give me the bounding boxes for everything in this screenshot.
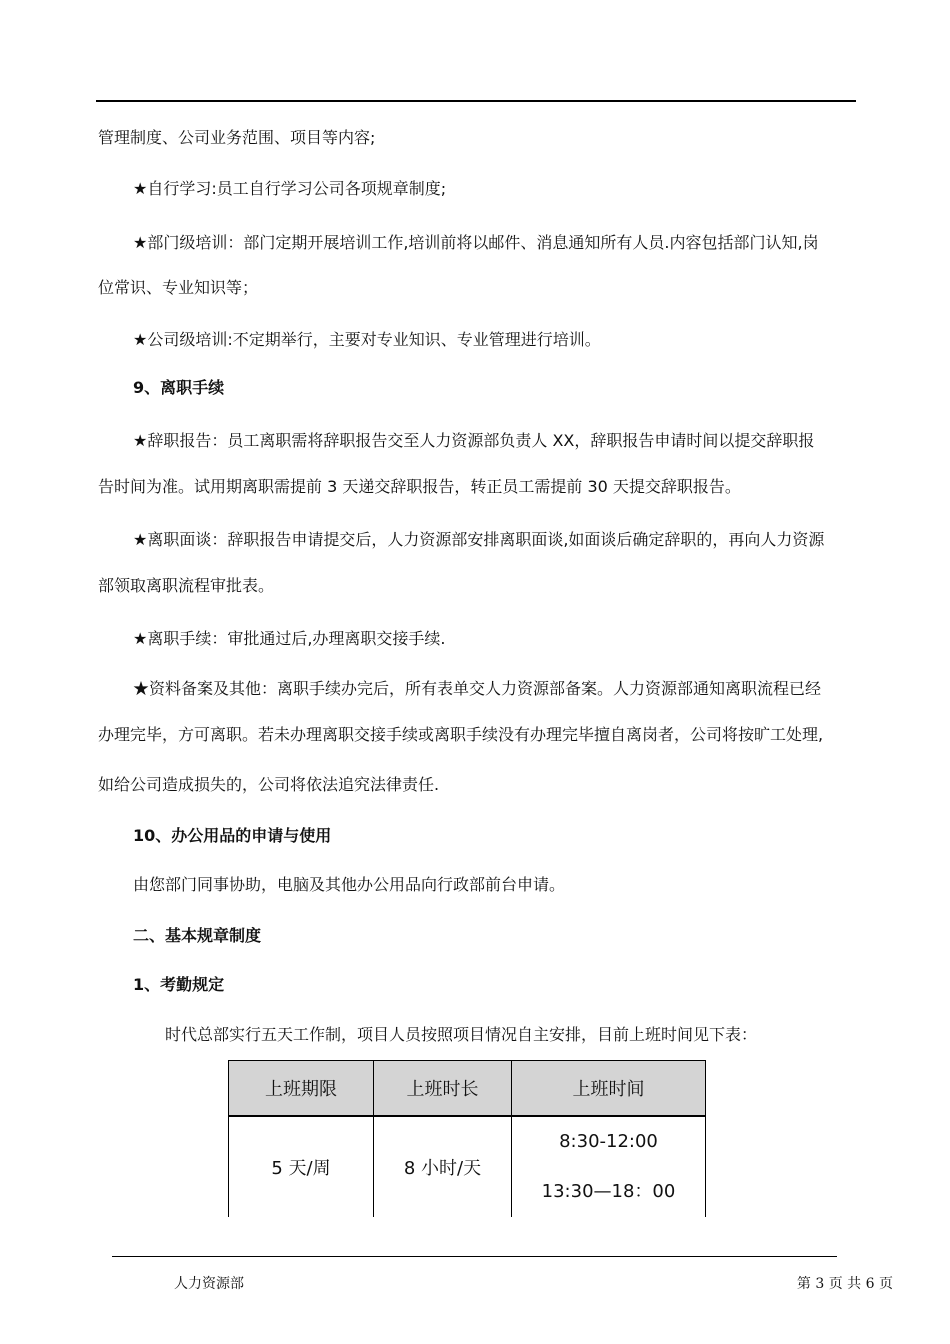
text-line: ★部门级培训：部门定期开展培训工作,培训前将以邮件、消息通知所有人员.内容包括部门认知,岗 [133, 233, 819, 252]
text-line: ★离职手续：审批通过后,办理离职交接手续. [133, 629, 446, 648]
time-cell [512, 1116, 706, 1217]
header-rule [96, 100, 856, 102]
footer-department: 人力资源部 [174, 1276, 244, 1292]
text-line: 由您部门同事协助，电脑及其他办公用品向行政部前台申请。 [133, 875, 566, 894]
text-line: ★离职面谈：辞职报告申请提交后，人力资源部安排离职面谈,如面谈后确定辞职的，再向人力资源 [133, 530, 825, 549]
text-line [133, 678, 854, 700]
text-line: 办理完毕，方可离职。若未办理离职交接手续或离职手续没有办理完毕擅自离岗者，公司将按旷工处理, [98, 725, 824, 744]
text-line [133, 430, 854, 452]
section-heading: 1、考勤规定 [133, 975, 225, 994]
text-line: 管理制度、公司业务范围、项目等内容; [98, 128, 376, 147]
table-row [229, 1116, 706, 1217]
table-header-row [229, 1061, 706, 1117]
footer-rule [112, 1256, 837, 1257]
resign-serif: 报告 [179, 431, 212, 450]
text-line: 位常识、专业知识等； [98, 278, 259, 297]
resign-rest: ：员工离职需将辞职报告交至人力资源部负责人 XX，辞职报告申请时间以提交辞职报 [211, 431, 815, 450]
section-heading: 9、离职手续 [133, 378, 225, 397]
duration-cell: 8 小时/天 [374, 1116, 512, 1217]
section-heading: 二、基本规章制度 [133, 926, 262, 945]
text-line: 时代总部实行五天工作制，项目人员按照项目情况自主安排，目前上班时间见下表： [165, 1025, 758, 1044]
text-line: ★公司级培训:不定期举行，主要对专业知识、专业管理进行培训。 [133, 330, 601, 349]
time-afternoon: 13:30—18：00 [541, 1181, 676, 1202]
period-cell: 5 天/周 [229, 1116, 374, 1217]
text-line: 部领取离职流程审批表。 [98, 576, 275, 595]
work-schedule-table [228, 1060, 706, 1217]
table-header-cell: 上班时间 [512, 1061, 706, 1117]
text-line: 如给公司造成损失的，公司将依法追究法律责任. [98, 775, 440, 794]
table-header-cell: 上班期限 [229, 1061, 374, 1117]
time-morning: 8:30-12:00 [559, 1131, 658, 1152]
page-number: 第 3 页 共 6 页 [796, 1276, 893, 1292]
archive-rest: ：离职手续办完后，所有表单交人力资源部备案。人力资源部通知离职流程已经 [261, 679, 822, 698]
archive-serif: ★资料备案及其他 [133, 679, 262, 698]
section-heading: 10、办公用品的申请与使用 [133, 826, 332, 845]
text-line: 告时间为准。试用期离职需提前 3 天递交辞职报告，转正员工需提前 30 天提交辞职报告。 [98, 477, 741, 496]
table-header-cell: 上班时长 [374, 1061, 512, 1117]
resign-prefix: ★辞职 [133, 431, 180, 450]
text-line: ★自行学习:员工自行学习公司各项规章制度; [133, 179, 447, 198]
